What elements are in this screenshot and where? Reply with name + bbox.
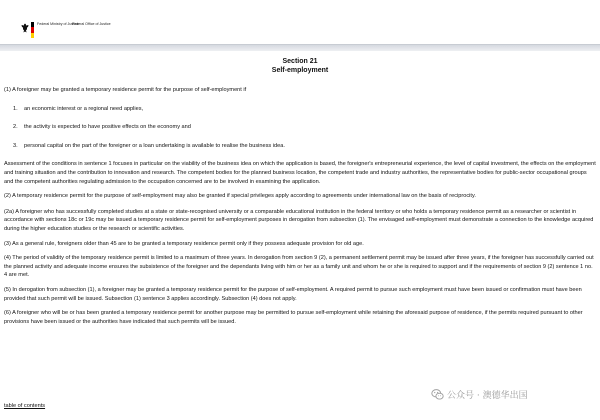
paragraph-1-assessment: Assessment of the conditions in sentence 1 focuses in particular on the viability of the business idea on which the application is based, the foreigner's entrepreneurial experience, the level of capital investment, the effects on the employment and training situation and the contribution to innovation and research. The competent bodies for the planned business location, the competent trade and industry authorities, the representative bodies for public-sector occupational groups and the competent authorities regulating admission to the occupation concerned are to be involved in examining the application. <box>4 161 596 185</box>
header-separator <box>0 44 600 51</box>
watermark-text: 公众号 · 澳德华出国 <box>447 390 528 401</box>
paragraph-4: (4) The period of validity of the temporary residence permit is limited to a maximum of three years. In derogation from section 9 (2), a permanent settlement permit may be issued after three years, if the foreigner has successfully carried out the planned activity and adequate income ensures the subsistence of the foreigner and the dependants living with him or her as a family unit and whom he or she is required to support and if the requirements of section 9 (2) sentence 1 no. 4 are met. <box>4 255 594 279</box>
list-item-text: an economic interest or a regional need applies, <box>24 105 144 112</box>
section-heading <box>0 58 600 75</box>
paragraph-1-intro: (1) A foreigner may be granted a temporary residence permit for the purpose of self-employment if <box>4 87 247 93</box>
list-item <box>13 123 596 132</box>
german-flag-icon <box>31 22 34 38</box>
paragraph-5: (5) In derogation from subsection (1), a foreigner may be granted a temporary residence permit for the purpose of self-employment. A required permit to pursue such employment must have been issued or confirmation must have been provided that such permit will be issued. Subsection (1) sentence 3 applies accordingly. Subsection (4) does not apply. <box>4 286 582 302</box>
ministry-logo-text[interactable]: Federal Ministry of Justice <box>37 22 79 26</box>
section-body <box>4 86 596 326</box>
office-logo-text[interactable]: Federal Office of Justice <box>72 22 111 26</box>
list-item-number: 2. <box>13 124 18 131</box>
table-of-contents-link[interactable]: table of contents <box>4 403 46 409</box>
list-item-text: personal capital on the part of the foreigner or a loan undertaking is available to realise the business idea. <box>24 142 285 149</box>
section-number: Section 21 <box>282 58 318 65</box>
list-item <box>13 142 596 151</box>
section-title: Self-employment <box>271 66 329 74</box>
paragraph-3: (3) As a general rule, foreigners older than 45 are to be granted a temporary residence permit only if they possess adequate provision for old age. <box>4 240 364 247</box>
list-item-text: the activity is expected to have positive effects on the economy and <box>24 124 191 131</box>
flag-stripe-gold <box>31 33 34 38</box>
paragraph-2: (2) A temporary residence permit for the purpose of self-employment may also be granted if special privileges apply according to agreements under international law on the basis of reciprocity. <box>4 193 476 200</box>
list-item-number: 1. <box>13 105 18 112</box>
paragraph-2a: (2a) A foreigner who has successfully completed studies at a state or state-recognised university or a comparable educational institution in the federal territory or who holds a temporary residence permit as a researcher or scientist in accordance with sections 18c or 19c may be issued a temporary residence permit for self-employment purposes in derogation from subsection (1). The envisaged self-employment must demonstrate a connection to the knowledge acquired during the higher education studies or the research or scientific activities. <box>4 208 594 232</box>
federal-eagle-icon <box>21 23 29 33</box>
watermark <box>431 386 528 402</box>
list-item-number: 3. <box>13 142 18 149</box>
wechat-icon <box>431 388 444 401</box>
paragraph-6: (6) A foreigner who will be or has been granted a temporary residence permit for another purpose may be permitted to pursue self-employment while retaining the aforesaid purpose of residence, if the permits required pursuant to other provisions have been issued or the authorities have indicated that such permits will be issued. <box>4 310 583 325</box>
site-header <box>0 0 600 44</box>
list-item <box>13 105 596 114</box>
